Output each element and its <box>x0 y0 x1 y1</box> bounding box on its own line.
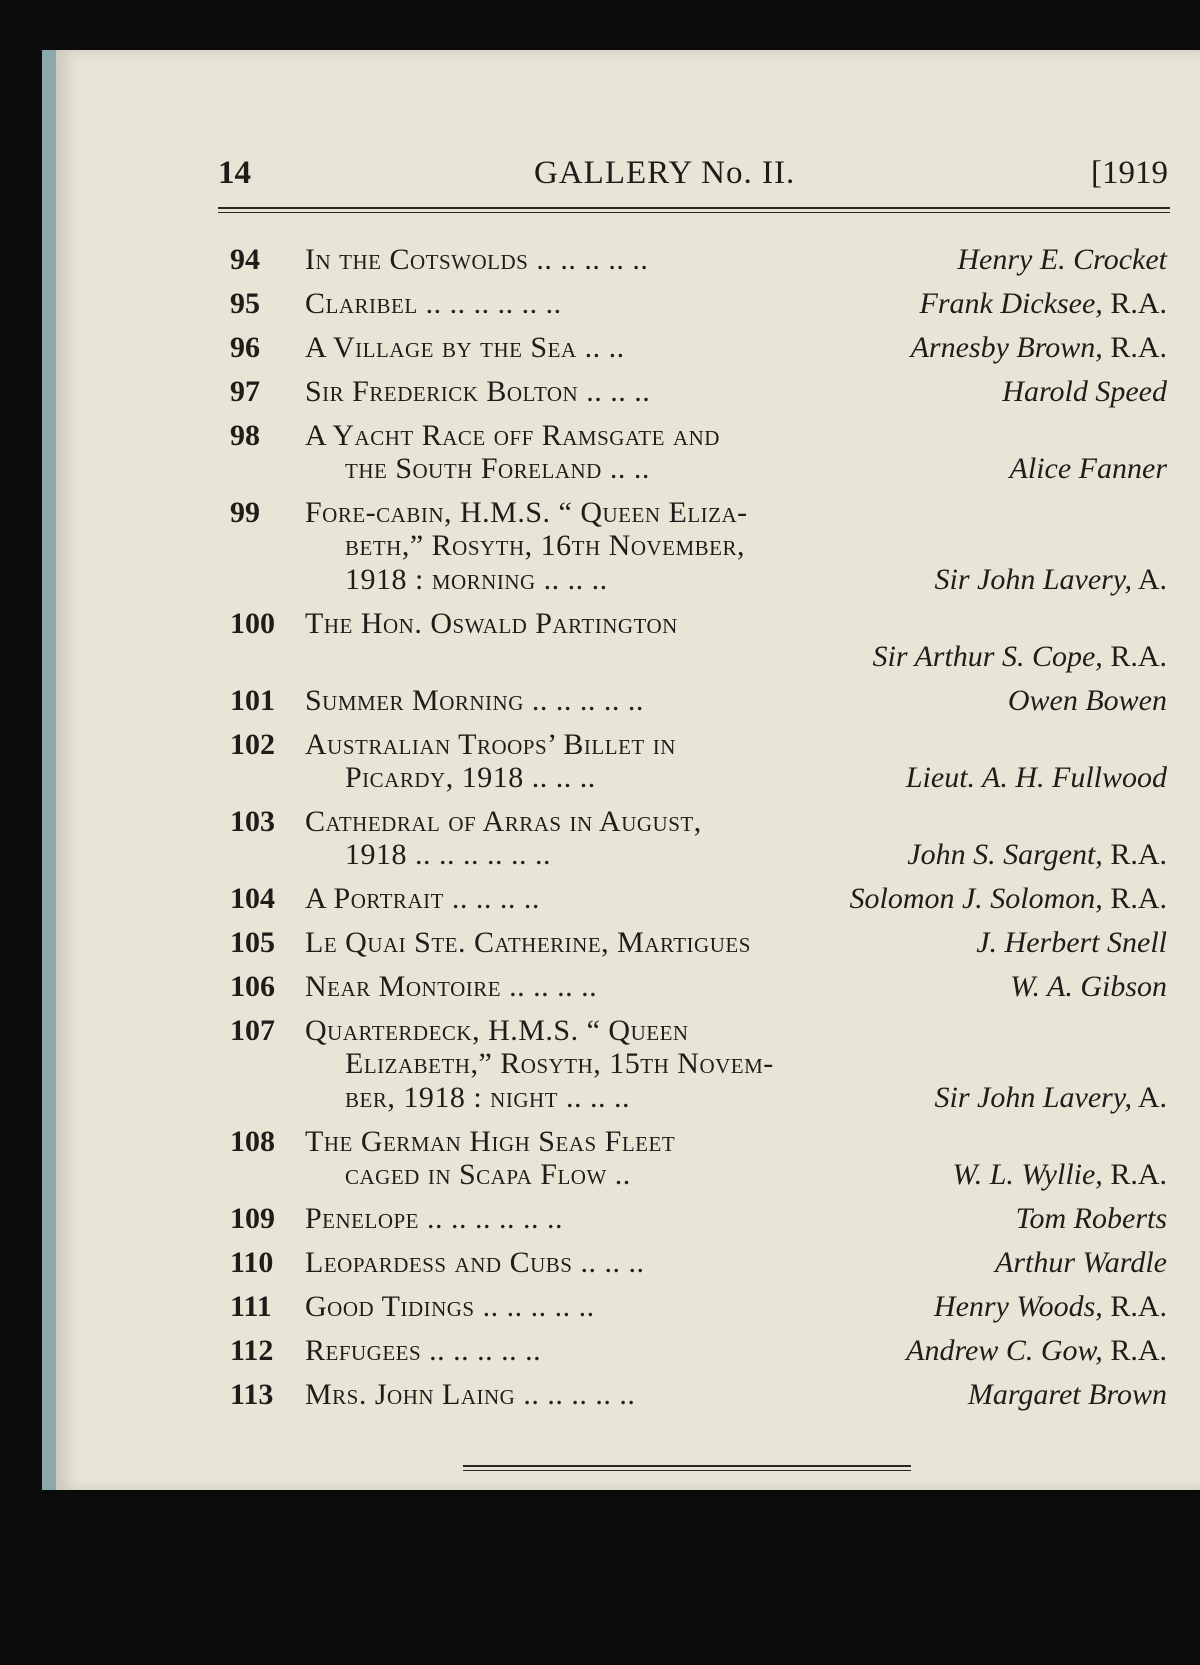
entry-line <box>0 1155 1200 1195</box>
artist-name: Alice Fanner <box>1009 452 1167 486</box>
artist-name: Owen Bowen <box>1007 683 1167 717</box>
artist-name: Tom Roberts <box>1015 1201 1167 1235</box>
artist-name: Margaret Brown <box>967 1377 1167 1411</box>
artist-name: Henry Woods, <box>933 1289 1103 1323</box>
entry-number: 97 <box>230 375 260 408</box>
entry-title: The Hon. Oswald Partington <box>305 606 678 640</box>
artist-honour: R.A. <box>1102 1289 1167 1323</box>
entry-line <box>0 1078 1200 1118</box>
entry-number: 112 <box>230 1333 274 1367</box>
entry-number: 104 <box>230 882 275 916</box>
entry-artist <box>1016 1199 1167 1239</box>
entry-line <box>0 560 1200 600</box>
artist-name: J. Herbert Snell <box>976 926 1167 960</box>
entry-title: Mrs. John Laing .. .. .. .. .. <box>305 1377 636 1411</box>
catalogue-year: [1919 <box>1091 155 1168 191</box>
artist-name: Andrew C. Gow, <box>906 1333 1103 1367</box>
entry-artist <box>934 1287 1167 1327</box>
artist-name: Harold Speed <box>1002 375 1167 408</box>
entry-line <box>0 758 1200 798</box>
entry-title: In the Cotswolds .. .. .. .. .. <box>305 243 649 276</box>
entry-line <box>0 637 1200 677</box>
artist-name: Henry E. Crocket <box>957 243 1167 276</box>
entry-number: 99 <box>230 496 260 530</box>
artist-name: Arnesby Brown, <box>910 331 1103 364</box>
entry-number: 109 <box>230 1201 275 1235</box>
entry-number: 103 <box>230 805 275 838</box>
artist-name: Lieut. A. H. Fullwood <box>905 761 1167 794</box>
entry-title: Claribel .. .. .. .. .. .. <box>305 287 562 320</box>
artist-name: Solomon J. Solomon, <box>849 882 1103 916</box>
entry-line <box>0 923 1200 963</box>
entry-line <box>0 879 1200 919</box>
entry-number: 111 <box>230 1289 272 1323</box>
entry-title: Refugees .. .. .. .. .. <box>305 1333 542 1367</box>
entry-title: caged in Scapa Flow .. <box>345 1157 631 1191</box>
artist-honour: A. <box>1131 1080 1167 1114</box>
entry-number: 98 <box>230 419 260 452</box>
entry-artist <box>1008 681 1167 721</box>
entry-artist <box>953 1155 1167 1195</box>
entry-line <box>0 240 1200 280</box>
entry-artist <box>935 1078 1168 1118</box>
artist-honour: A. <box>1131 562 1167 596</box>
entry-artist <box>1010 967 1167 1007</box>
entry-line <box>0 967 1200 1007</box>
artist-name: W. L. Wyllie, <box>952 1157 1103 1191</box>
entry-title: beth,” Rosyth, 16th November, <box>345 529 745 563</box>
entry-artist <box>935 560 1168 600</box>
entry-title: Fore-cabin, H.M.S. “ Queen Eliza- <box>305 496 748 530</box>
entry-title: Le Quai Ste. Catherine, Martigues <box>305 926 751 960</box>
entry-number: 110 <box>230 1245 274 1279</box>
page-header <box>218 155 1168 195</box>
entry-artist <box>1010 449 1167 489</box>
artist-honour: R.A. <box>1102 287 1167 320</box>
entry-number: 101 <box>230 683 275 717</box>
entry-number: 108 <box>230 1124 275 1158</box>
entry-number: 96 <box>230 331 260 364</box>
entry-title: ber, 1918 : night .. .. .. <box>345 1080 630 1114</box>
artist-name: Sir Arthur S. Cope, <box>872 639 1103 673</box>
gallery-title: GALLERY No. II. <box>534 155 796 191</box>
artist-name: W. A. Gibson <box>1010 970 1167 1004</box>
entry-title: A Village by the Sea .. .. <box>305 331 625 364</box>
artist-name: Arthur Wardle <box>995 1245 1167 1279</box>
entry-title: Penelope .. .. .. .. .. .. <box>305 1201 564 1235</box>
entry-line <box>0 681 1200 721</box>
entry-artist <box>911 328 1167 368</box>
artist-honour: R.A. <box>1102 882 1167 916</box>
artist-honour: R.A. <box>1102 331 1167 364</box>
artist-honour: R.A. <box>1102 1333 1167 1367</box>
entry-number: 102 <box>230 727 275 761</box>
entry-line <box>0 372 1200 412</box>
entry-number: 100 <box>230 606 275 640</box>
entry-artist <box>906 1331 1167 1371</box>
entry-artist <box>907 835 1167 875</box>
entry-title: 1918 : morning .. .. .. <box>345 562 608 596</box>
entry-title: Quarterdeck, H.M.S. “ Queen <box>305 1014 689 1048</box>
entry-line <box>0 1287 1200 1327</box>
entry-artist <box>995 1243 1167 1283</box>
entry-title: Australian Troops’ Billet in <box>305 727 676 761</box>
entry-line <box>0 328 1200 368</box>
entry-line <box>0 284 1200 324</box>
artist-honour: R.A. <box>1102 639 1167 673</box>
entry-artist <box>920 284 1167 324</box>
entry-number: 105 <box>230 926 275 960</box>
artist-name: Sir John Lavery, <box>934 1080 1132 1114</box>
artist-name: Sir John Lavery, <box>934 562 1132 596</box>
header-rule <box>218 207 1170 213</box>
entry-number: 107 <box>230 1014 275 1048</box>
entry-artist <box>849 879 1167 919</box>
entry-artist <box>976 923 1167 963</box>
entry-title: the South Foreland .. .. <box>345 452 650 486</box>
entry-title: A Portrait .. .. .. .. <box>305 882 540 916</box>
entry-line <box>0 1331 1200 1371</box>
artist-name: John S. Sargent, <box>907 838 1103 872</box>
entry-line <box>0 449 1200 489</box>
entry-title: Sir Frederick Bolton .. .. .. <box>305 375 651 408</box>
entry-line <box>0 1243 1200 1283</box>
entry-title: Leopardess and Cubs .. .. .. <box>305 1245 645 1279</box>
entry-title: Cathedral of Arras in August, <box>305 805 702 838</box>
entry-number: 113 <box>230 1377 274 1411</box>
entry-title: A Yacht Race off Ramsgate and <box>305 419 720 452</box>
entry-artist <box>873 637 1168 677</box>
entry-number: 95 <box>230 287 260 320</box>
entry-title: 1918 .. .. .. .. .. .. <box>345 838 551 872</box>
entry-line <box>0 835 1200 875</box>
entry-title: Good Tidings .. .. .. .. .. <box>305 1289 595 1323</box>
entry-number: 94 <box>230 243 260 276</box>
entry-artist <box>957 240 1167 280</box>
entry-line <box>0 1375 1200 1415</box>
entry-title: The German High Seas Fleet <box>305 1124 676 1158</box>
artist-name: Frank Dicksee, <box>919 287 1103 320</box>
footer-rule <box>463 1465 911 1471</box>
entry-artist <box>1002 372 1167 412</box>
artist-honour: R.A. <box>1102 1157 1167 1191</box>
entry-artist <box>906 758 1167 798</box>
entry-title: Picardy, 1918 .. .. .. <box>345 761 596 794</box>
entry-artist <box>968 1375 1167 1415</box>
entry-title: Near Montoire .. .. .. .. <box>305 970 598 1004</box>
entry-title: Elizabeth,” Rosyth, 15th Novem- <box>345 1047 774 1081</box>
entry-number: 106 <box>230 970 275 1004</box>
entry-title: Summer Morning .. .. .. .. .. <box>305 683 644 717</box>
artist-honour: R.A. <box>1102 838 1167 872</box>
entry-line <box>0 1199 1200 1239</box>
page-number: 14 <box>218 155 251 191</box>
